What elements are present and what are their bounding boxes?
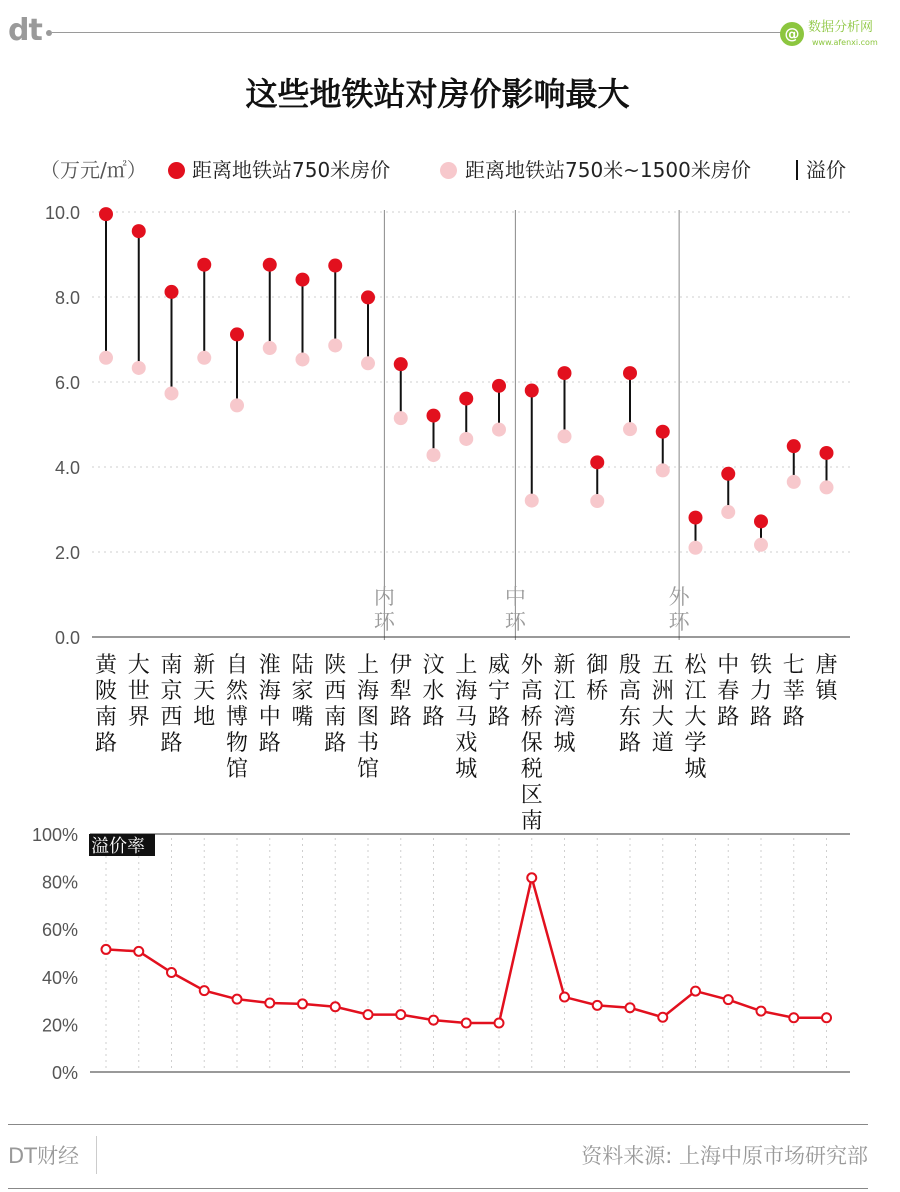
legend-unit: （万元/㎡） xyxy=(40,158,147,182)
watermark-logo-icon: @ xyxy=(780,22,804,46)
far-price-point xyxy=(361,356,375,370)
premium-rate-point xyxy=(396,1010,405,1019)
near-price-point xyxy=(754,514,768,528)
premium-rate-point xyxy=(265,998,274,1007)
premium-rate-point xyxy=(233,995,242,1004)
footer-brand: DT财经 xyxy=(8,1144,79,1168)
premium-rate-point xyxy=(757,1007,766,1016)
footer-separator xyxy=(96,1136,97,1174)
near-price-point xyxy=(197,258,211,272)
premium-rate-point xyxy=(167,968,176,977)
category-label: 唐镇 xyxy=(815,652,838,703)
far-price-point xyxy=(820,480,834,494)
near-price-point xyxy=(328,259,342,273)
ring-label-char: 环 xyxy=(668,611,690,634)
near-price-point xyxy=(689,511,703,525)
footer-rule-bottom xyxy=(8,1188,868,1189)
far-price-point xyxy=(328,338,342,352)
far-price-point xyxy=(263,341,277,355)
far-price-point xyxy=(230,398,244,412)
near-price-point xyxy=(656,425,670,439)
category-label: 上海图书馆 xyxy=(356,652,380,781)
near-price-point xyxy=(721,467,735,481)
premium-rate-point xyxy=(429,1016,438,1025)
premium-rate-point xyxy=(495,1018,504,1027)
category-label: 南京西路 xyxy=(160,652,183,755)
near-price-point xyxy=(525,384,539,398)
ring-label-char: 中 xyxy=(504,586,526,609)
y-tick-label: 2.0 xyxy=(54,543,80,563)
footer-rule-top xyxy=(8,1124,868,1125)
ring-label-char: 内 xyxy=(373,586,395,609)
category-label: 黄陂南路 xyxy=(94,652,118,755)
premium-rate-point xyxy=(560,993,569,1002)
premium-rate-point xyxy=(462,1018,471,1027)
far-price-point xyxy=(689,541,703,555)
near-price-point xyxy=(459,392,473,406)
near-price-point xyxy=(394,357,408,371)
footer-source: 资料来源: 上海中原市场研究部 xyxy=(581,1144,868,1168)
rate-y-tick-label: 20% xyxy=(41,1015,78,1036)
category-label: 威宁路 xyxy=(487,652,511,729)
far-price-point xyxy=(656,463,670,477)
far-price-point xyxy=(459,432,473,446)
premium-rate-title: 溢价率 xyxy=(91,836,145,856)
y-tick-label: 6.0 xyxy=(54,373,80,393)
far-price-point xyxy=(99,351,113,365)
chart-title: 这些地铁站对房价影响最大 xyxy=(245,75,630,113)
category-label: 陆家嘴 xyxy=(291,652,314,729)
legend-near-label: 距离地铁站750米房价 xyxy=(192,158,391,182)
premium-rate-point xyxy=(527,873,536,882)
watermark-url: www.afenxi.com xyxy=(812,38,878,47)
far-price-point xyxy=(296,352,310,366)
category-label: 松江大学城 xyxy=(684,652,707,781)
watermark-name: 数据分析网 xyxy=(808,20,874,35)
far-price-point xyxy=(165,386,179,400)
ring-label-char: 环 xyxy=(504,611,526,634)
near-price-point xyxy=(558,366,572,380)
premium-rate-point xyxy=(691,987,700,996)
near-price-point xyxy=(623,366,637,380)
near-price-point xyxy=(820,446,834,460)
legend-premium-label: 溢价 xyxy=(806,158,846,182)
far-price-point xyxy=(427,448,441,462)
premium-rate-point xyxy=(200,986,209,995)
far-price-point xyxy=(132,361,146,375)
far-price-point xyxy=(787,475,801,489)
category-label: 淮海中路 xyxy=(258,652,281,755)
premium-rate-point xyxy=(658,1013,667,1022)
near-price-point xyxy=(230,327,244,341)
premium-rate-point xyxy=(724,995,733,1004)
dt-logo: dt xyxy=(8,13,42,48)
category-label: 新天地 xyxy=(193,652,216,729)
near-price-point xyxy=(99,207,113,221)
premium-rate-point xyxy=(134,947,143,956)
premium-rate-point xyxy=(298,999,307,1008)
premium-rate-point xyxy=(626,1003,635,1012)
ring-label-char: 环 xyxy=(373,611,395,634)
far-price-point xyxy=(525,494,539,508)
far-price-point xyxy=(754,538,768,552)
category-label: 铁力路 xyxy=(749,652,773,729)
premium-rate-point xyxy=(822,1013,831,1022)
category-label: 伊犁路 xyxy=(389,652,412,729)
far-price-point xyxy=(558,429,572,443)
near-price-point xyxy=(787,439,801,453)
rate-y-tick-label: 40% xyxy=(41,967,78,988)
premium-rate-point xyxy=(593,1001,602,1010)
far-price-point xyxy=(492,423,506,437)
near-price-point xyxy=(361,290,375,304)
y-tick-label: 4.0 xyxy=(54,458,80,478)
near-price-point xyxy=(492,379,506,393)
category-label: 自然博物馆 xyxy=(225,652,249,781)
far-price-point xyxy=(623,422,637,436)
premium-rate-point xyxy=(102,945,111,954)
legend-far-label: 距离地铁站750米~1500米房价 xyxy=(465,158,751,182)
far-price-point xyxy=(394,411,408,425)
category-label: 殷高东路 xyxy=(618,652,642,755)
category-label: 汶水路 xyxy=(422,652,445,729)
footer xyxy=(0,1120,900,1192)
rate-y-tick-label: 80% xyxy=(41,872,78,893)
near-price-point xyxy=(427,409,441,423)
category-label: 外高桥保税区南 xyxy=(520,652,543,833)
near-price-point xyxy=(263,258,277,272)
category-label: 御桥 xyxy=(586,652,609,703)
premium-rate-point xyxy=(331,1002,340,1011)
near-price-point xyxy=(132,224,146,238)
far-price-point xyxy=(197,351,211,365)
rate-y-tick-label: 100% xyxy=(31,825,78,845)
y-tick-label: 10.0 xyxy=(44,203,80,223)
category-label: 大世界 xyxy=(127,652,150,729)
near-price-point xyxy=(590,455,604,469)
premium-rate-point xyxy=(789,1013,798,1022)
near-price-point xyxy=(296,273,310,287)
rate-y-tick-label: 0% xyxy=(51,1063,78,1083)
far-price-point xyxy=(721,505,735,519)
premium-rate-point xyxy=(364,1010,373,1019)
category-label: 新江湾城 xyxy=(553,652,576,755)
category-label: 七莘路 xyxy=(782,652,805,729)
y-tick-label: 8.0 xyxy=(54,288,80,308)
rate-y-tick-label: 60% xyxy=(41,920,78,941)
near-price-point xyxy=(165,285,179,299)
category-label: 五洲大道 xyxy=(651,652,674,755)
category-label: 陕西南路 xyxy=(324,652,347,755)
y-tick-label: 0.0 xyxy=(54,628,80,648)
category-label: 中春路 xyxy=(717,652,740,729)
category-label: 上海马戏城 xyxy=(455,652,478,781)
ring-label-char: 外 xyxy=(668,586,690,609)
far-price-point xyxy=(590,494,604,508)
